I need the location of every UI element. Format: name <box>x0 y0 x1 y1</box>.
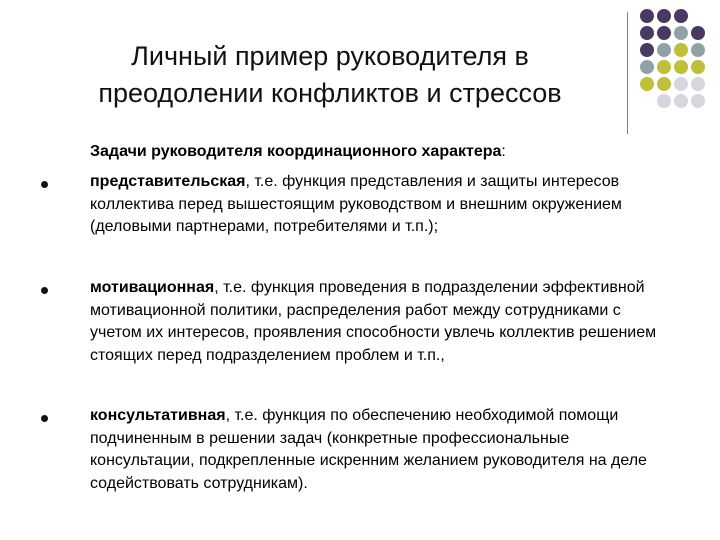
decorative-dot <box>691 26 705 40</box>
decorative-dot <box>640 77 654 91</box>
slide-title <box>40 38 620 112</box>
decorative-dot-grid <box>640 9 720 149</box>
section-heading <box>90 142 506 162</box>
list-item-text <box>90 171 670 239</box>
decorative-dot <box>691 60 705 74</box>
list-item-description: , т.е. функция проведения в подразделении эффективной мотивационной политики, распределения работ между сотрудниками с учетом их интересов, проявления способности увлечь коллектив решением стоящих перед подразделением проблем и т.п., <box>90 279 657 364</box>
section-heading-bold: Задачи руководителя координационного характера <box>90 143 502 160</box>
decorative-dot <box>691 43 705 57</box>
list-item-term: представительская <box>90 173 246 190</box>
decorative-dot <box>674 77 688 91</box>
decorative-dot <box>657 9 671 23</box>
decorative-dot <box>657 77 671 91</box>
title-line-2: преодолении конфликтов и стрессов <box>98 78 562 108</box>
bullet-dot-icon <box>41 287 48 294</box>
decorative-dot <box>657 26 671 40</box>
list-item-description: , т.е. функция представления и защиты интересов коллектива перед вышестоящим руководством и внешним окружением (деловыми партнерами, потребителями и т.п.); <box>90 173 622 235</box>
decorative-dot <box>657 43 671 57</box>
title-line-1: Личный пример руководителя в <box>131 41 529 71</box>
decorative-dot <box>674 9 688 23</box>
bullet-dot-icon <box>41 415 48 422</box>
decorative-dot <box>657 60 671 74</box>
decorative-dot <box>691 77 705 91</box>
decorative-dot <box>640 26 654 40</box>
list-item-description: , т.е. функция по обеспечению необходимой помощи подчиненным в решении задач (конкретные профессиональные консультации, подкрепленные искренним желанием руководителя на деле содействовать сотрудникам). <box>90 407 647 492</box>
decorative-vertical-line <box>627 12 628 134</box>
bullet-dot-icon <box>41 181 48 188</box>
list-item-text <box>90 277 670 367</box>
decorative-dot <box>640 43 654 57</box>
decorative-dot <box>640 9 654 23</box>
list-item-text <box>90 405 670 495</box>
decorative-dot <box>674 26 688 40</box>
list-item-term: мотивационная <box>90 279 215 296</box>
decorative-dot <box>657 94 671 108</box>
decorative-dot <box>674 94 688 108</box>
decorative-dot <box>640 60 654 74</box>
section-heading-suffix: : <box>501 143 506 160</box>
list-item-term: консультативная <box>90 407 226 424</box>
decorative-dot <box>674 60 688 74</box>
decorative-dot <box>674 43 688 57</box>
decorative-dot <box>691 94 705 108</box>
